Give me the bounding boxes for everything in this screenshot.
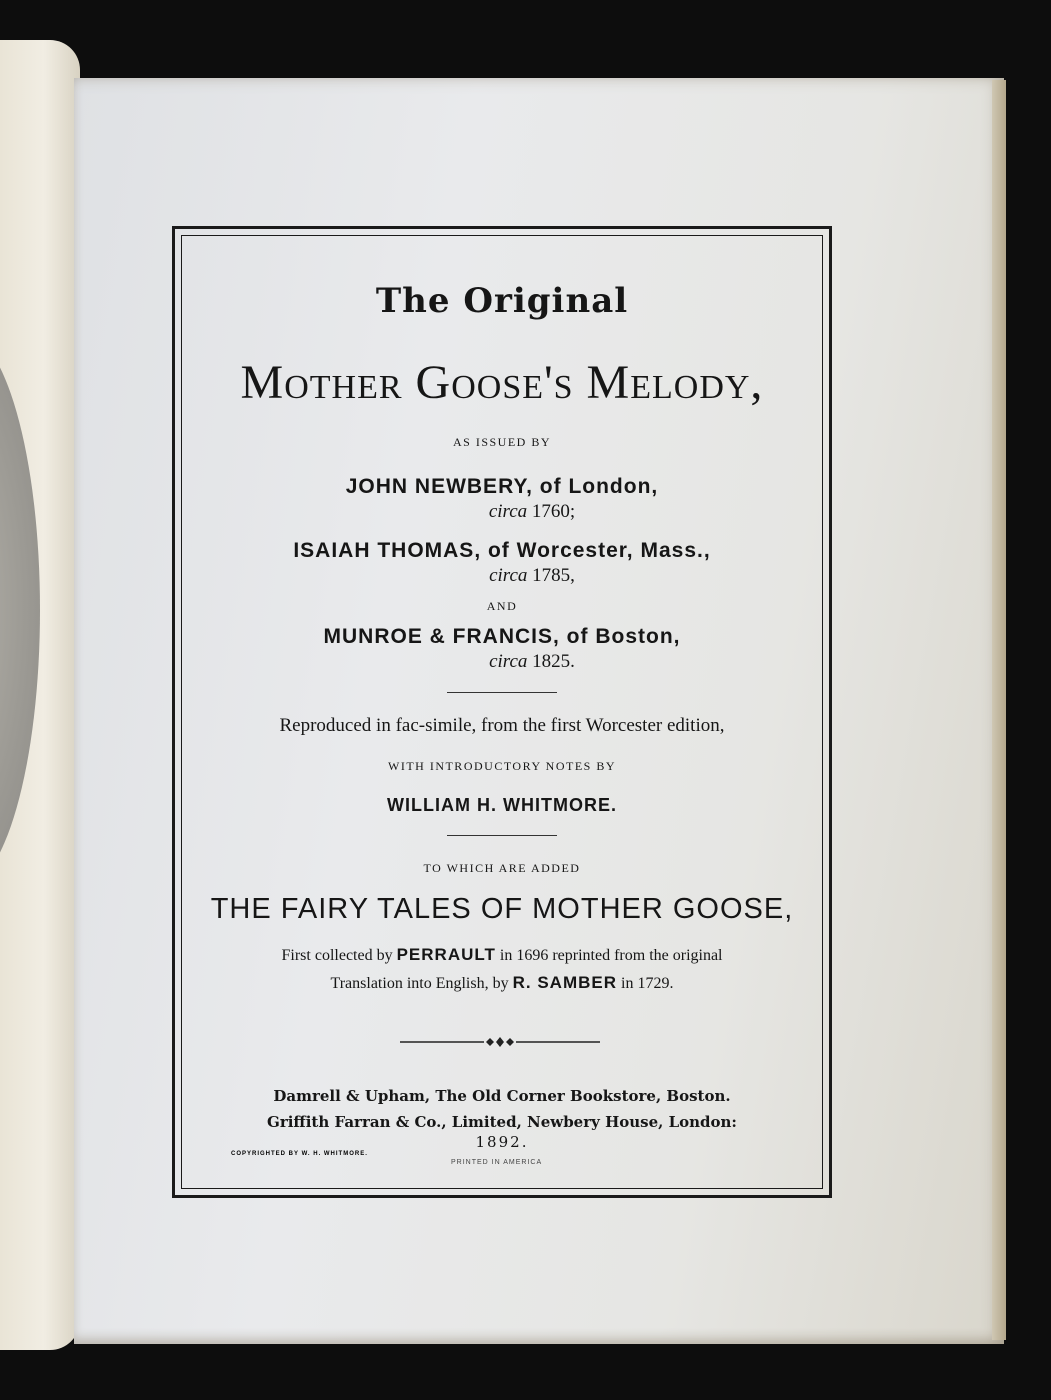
circa-1785	[175, 565, 829, 587]
collected-line	[175, 945, 829, 965]
fairy-tales-title: THE FAIRY TALES OF MOTHER GOOSE,	[210, 893, 794, 925]
notes-label: WITH INTRODUCTORY NOTES BY	[388, 759, 616, 773]
divider-rule-1	[447, 692, 557, 693]
header-the-original: The Original	[375, 281, 629, 321]
circa-1825	[175, 651, 829, 673]
printed-stamp: PRINTED IN AMERICA	[451, 1159, 543, 1166]
publisher-line-boston: Damrell & Upham, The Old Corner Bookstore, Boston.	[273, 1087, 731, 1105]
copyright-notice: COPYRIGHTED BY W. H. WHITMORE.	[231, 1151, 368, 1157]
publisher-munroe: MUNROE & FRANCIS, of Boston,	[323, 625, 681, 648]
circa-word: circa	[489, 651, 528, 672]
collected-post: in 1696 reprinted from the original	[499, 947, 723, 964]
editor-name: WILLIAM H. WHITMORE.	[387, 795, 617, 815]
publisher-line-london: Griffith Farran & Co., Limited, Newbery House, London:	[267, 1113, 737, 1131]
translation-line	[175, 973, 829, 993]
added-label: TO WHICH ARE ADDED	[423, 861, 581, 875]
and-label: AND	[486, 599, 518, 613]
publication-year: 1892.	[475, 1133, 529, 1151]
year-1825: 1825.	[532, 651, 575, 672]
main-title: Mother Goose's Melody,	[240, 356, 764, 409]
ornament-divider	[400, 1035, 600, 1049]
reproduced-line: Reproduced in fac-simile, from the first Worcester edition,	[279, 715, 725, 736]
collected-name: PERRAULT	[396, 945, 496, 964]
title-border-frame	[172, 226, 832, 1198]
year-1760: 1760;	[531, 501, 576, 522]
year-1785: 1785,	[532, 565, 575, 586]
divider-rule-2	[447, 835, 557, 836]
publisher-thomas: ISAIAH THOMAS, of Worcester, Mass.,	[293, 539, 711, 562]
circa-word: circa	[489, 565, 528, 586]
issued-by-label: AS ISSUED BY	[452, 435, 551, 449]
collected-pre: First collected by	[281, 947, 393, 964]
translation-post: in 1729.	[621, 975, 674, 992]
page-edge	[992, 80, 1006, 1340]
translation-pre: Translation into English, by	[330, 975, 509, 992]
publisher-newbery: JOHN NEWBERY, of London,	[345, 475, 659, 498]
circa-1760	[175, 501, 829, 523]
circa-word: circa	[488, 501, 528, 522]
translation-name: R. SAMBER	[512, 973, 618, 992]
